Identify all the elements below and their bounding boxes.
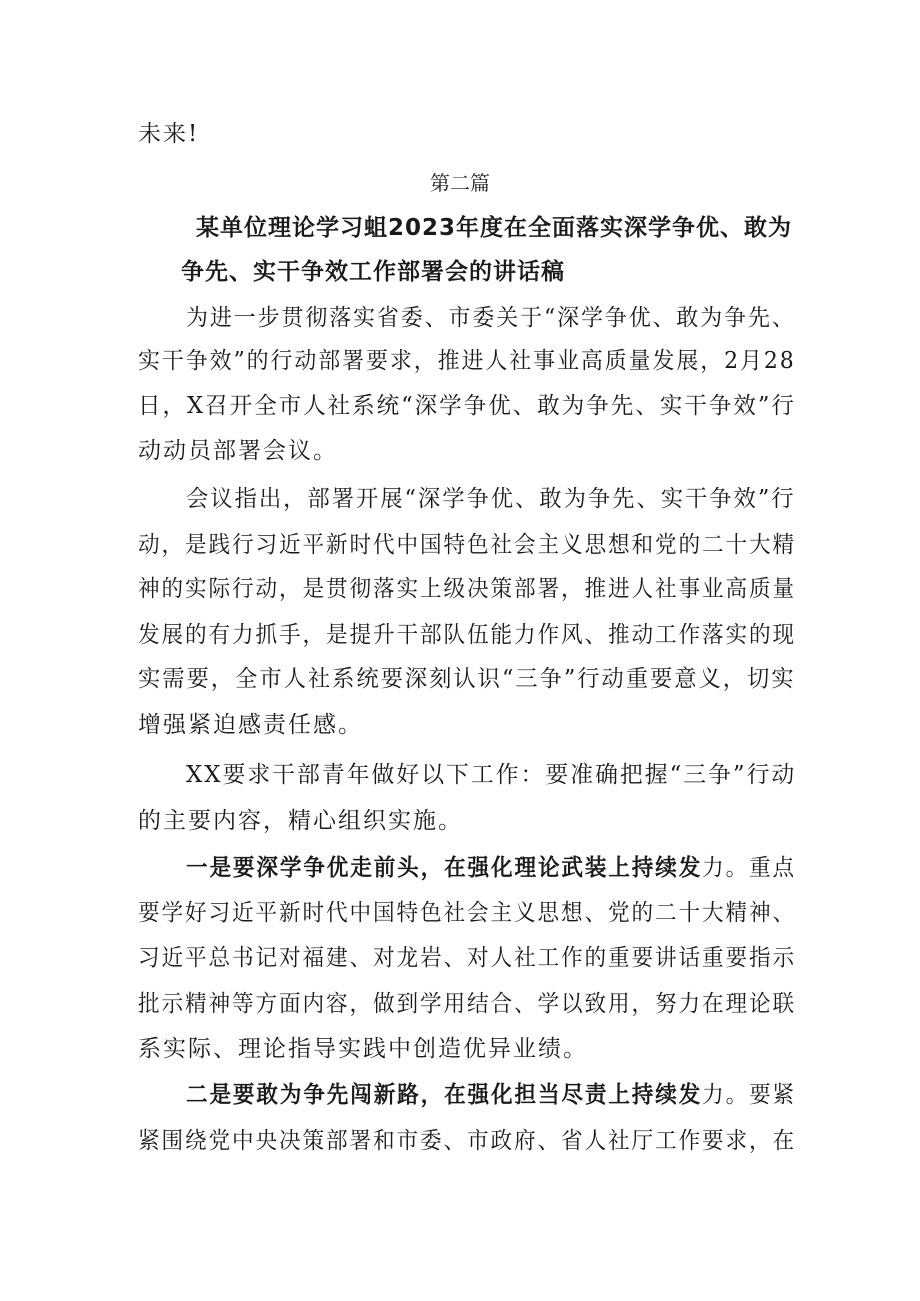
paragraph-4-lead	[186, 853, 796, 883]
paragraph-1-line-1: 为进一步贯彻落实省委、市委关于“深学争优、敢为争先、	[186, 305, 796, 331]
paragraph-4-bold-lead: 一是要深学争优走前头，在强化理论武装上持续发	[186, 854, 703, 881]
paragraph-4-line-1: 要学好习近平新时代中国特色社会主义思想、党的二十大精神、	[138, 900, 796, 926]
document-title-line-1: 某单位理论学习蛆2023年度在全面落实深学争优、敢为	[196, 215, 793, 241]
section-label: 第二篇	[430, 171, 490, 195]
paragraph-2-line-1: 会议指出，部署开展“深学争优、敢为争先、实干争效”行	[186, 486, 796, 512]
document-title-line-2: 争先、实干争效工作部署会的讲话稿	[181, 259, 565, 285]
paragraph-3-line-1: XX要求干部青年做好以下工作：要准确把握“三争”行动	[186, 762, 797, 788]
paragraph-4-lead-rest: 力。重点	[702, 855, 797, 881]
paragraph-2-line-4: 发展的有力抓手，是提升干部队伍能力作风、推动工作落实的现	[138, 622, 796, 648]
paragraph-5-bold-lead: 二是要敢为争先闯新路，在强化担当尽责上持续发	[186, 1081, 703, 1108]
paragraph-2-line-3: 神的实际行动，是贯彻落实上级决策部署，推进人社事业高质量	[138, 576, 796, 602]
paragraph-5-lead	[186, 1080, 796, 1110]
paragraph-5-line-1: 紧围绕党中央决策部署和市委、市政府、省人社厅工作要求，在	[138, 1128, 796, 1154]
paragraph-4-line-2: 习近平总书记对福建、对龙岩、对人社工作的重要讲话重要指示	[138, 945, 796, 971]
paragraph-1-line-3: 日，X召开全市人社系统“深学争优、敢为争先、实干争效”行	[138, 393, 796, 419]
paragraph-2-line-2: 动，是践行习近平新时代中国特色社会主义思想和党的二十大精	[138, 532, 796, 558]
paragraph-4-line-4: 系实际、理论指导实践中创造优异业绩。	[138, 1036, 588, 1062]
previous-section-tail: 未来!	[138, 121, 200, 147]
paragraph-4-line-3: 批示精神等方面内容，做到学用结合、学以致用，努力在理论联	[138, 991, 796, 1017]
paragraph-5-lead-rest: 力。要紧	[702, 1082, 797, 1108]
paragraph-2-line-5: 实需要，全市人社系统要深刻认识“三争”行动重要意义，切实	[138, 666, 796, 692]
paragraph-3-line-2: 的主要内容，精心组织实施。	[138, 808, 463, 834]
paragraph-1-line-4: 动动员部署会议。	[138, 438, 338, 464]
paragraph-2-line-6: 增强紧迫感责任感。	[138, 712, 363, 738]
paragraph-1-line-2: 实干争效”的行动部署要求，推进人社事业高质量发展，2月28	[138, 348, 796, 374]
